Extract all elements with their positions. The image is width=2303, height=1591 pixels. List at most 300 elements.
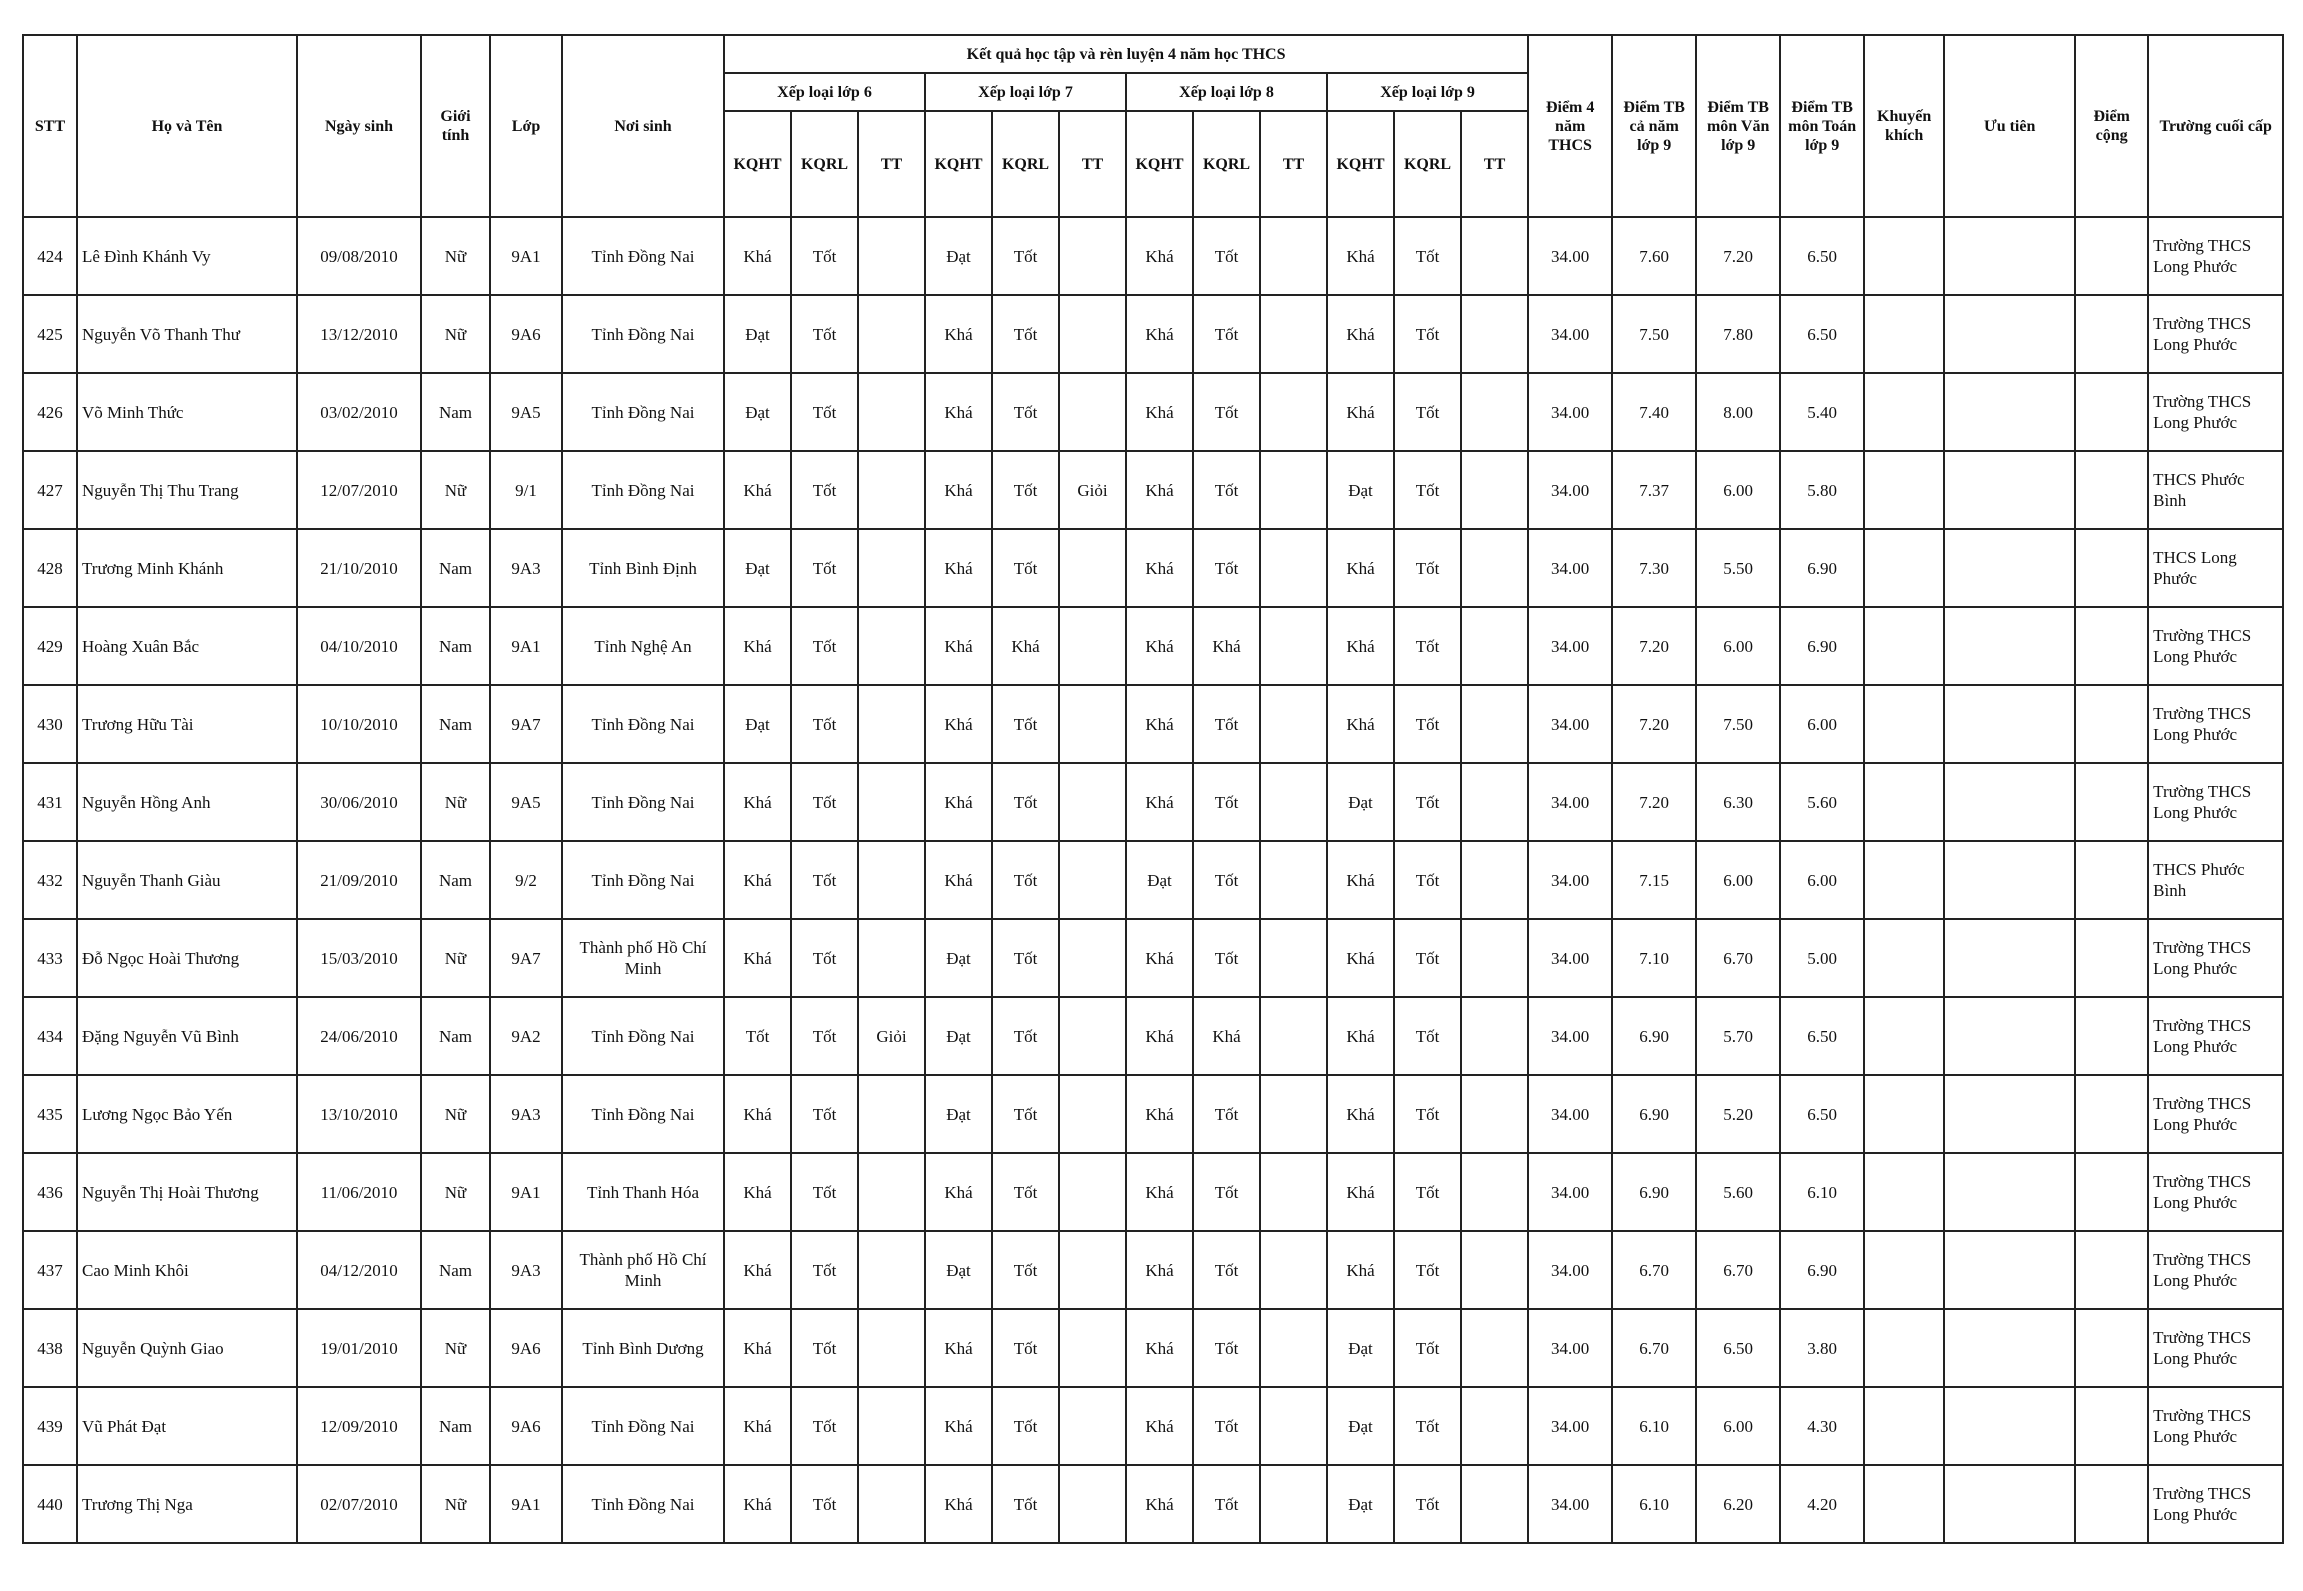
cell-g6-kqht: Khá (724, 841, 791, 919)
cell-birthplace: Tỉnh Đồng Nai (562, 373, 724, 451)
cell-birthplace: Tỉnh Bình Định (562, 529, 724, 607)
cell-g7-kqht: Đạt (925, 919, 992, 997)
cell-g6-kqht: Khá (724, 1231, 791, 1309)
cell-school: Trường THCS Long Phước (2148, 373, 2283, 451)
table-row (23, 1309, 2283, 1387)
cell-g7-tt (1059, 919, 1126, 997)
cell-g7-kqrl: Tốt (992, 919, 1059, 997)
cell-g8-kqrl: Tốt (1193, 841, 1260, 919)
cell-g6-tt (858, 607, 925, 685)
cell-priority (1944, 763, 2075, 841)
cell-score4: 34.00 (1528, 1153, 1612, 1231)
cell-g9-tt (1461, 1465, 1528, 1543)
cell-g9-kqht: Khá (1327, 529, 1394, 607)
cell-g6-kqrl: Tốt (791, 841, 858, 919)
cell-class: 9A5 (490, 763, 562, 841)
cell-encourage (1864, 1231, 1944, 1309)
cell-g9-kqht: Đạt (1327, 1309, 1394, 1387)
cell-class: 9A2 (490, 997, 562, 1075)
cell-g8-kqrl: Tốt (1193, 1231, 1260, 1309)
cell-g6-kqht: Khá (724, 1387, 791, 1465)
cell-birthplace: Tỉnh Đồng Nai (562, 763, 724, 841)
cell-name: Nguyễn Quỳnh Giao (77, 1309, 297, 1387)
cell-g6-kqrl: Tốt (791, 685, 858, 763)
cell-gender: Nam (421, 685, 490, 763)
cell-priority (1944, 685, 2075, 763)
cell-stt: 432 (23, 841, 77, 919)
col-score4: Điểm 4 năm THCS (1528, 35, 1612, 217)
cell-g9-kqht: Khá (1327, 217, 1394, 295)
cell-tb-toan: 6.00 (1780, 841, 1864, 919)
cell-g9-tt (1461, 841, 1528, 919)
cell-g9-kqrl: Tốt (1394, 529, 1461, 607)
cell-tb-toan: 6.50 (1780, 1075, 1864, 1153)
cell-dob: 09/08/2010 (297, 217, 421, 295)
cell-g8-kqht: Khá (1126, 685, 1193, 763)
cell-g8-kqht: Khá (1126, 373, 1193, 451)
cell-g9-tt (1461, 295, 1528, 373)
cell-g7-kqht: Khá (925, 373, 992, 451)
cell-encourage (1864, 1153, 1944, 1231)
cell-encourage (1864, 997, 1944, 1075)
cell-bonus (2075, 1387, 2148, 1465)
cell-g8-kqht: Khá (1126, 763, 1193, 841)
col-grade-7: Xếp loại lớp 7 (925, 73, 1126, 111)
col-kqht: KQHT (1327, 111, 1394, 217)
cell-g6-tt (858, 1075, 925, 1153)
cell-g9-kqrl: Tốt (1394, 841, 1461, 919)
cell-g7-tt (1059, 1465, 1126, 1543)
cell-encourage (1864, 529, 1944, 607)
cell-school: Trường THCS Long Phước (2148, 217, 2283, 295)
cell-score4: 34.00 (1528, 1387, 1612, 1465)
cell-name: Võ Minh Thức (77, 373, 297, 451)
cell-g9-tt (1461, 997, 1528, 1075)
cell-g6-kqrl: Tốt (791, 373, 858, 451)
cell-encourage (1864, 451, 1944, 529)
cell-g7-kqrl: Tốt (992, 1231, 1059, 1309)
cell-birthplace: Tỉnh Đồng Nai (562, 685, 724, 763)
cell-g7-tt (1059, 1231, 1126, 1309)
cell-g9-tt (1461, 1309, 1528, 1387)
cell-school: Trường THCS Long Phước (2148, 1075, 2283, 1153)
cell-g7-kqht: Khá (925, 1309, 992, 1387)
cell-g8-tt (1260, 373, 1327, 451)
cell-g7-tt (1059, 529, 1126, 607)
cell-g8-tt (1260, 217, 1327, 295)
col-tt: TT (858, 111, 925, 217)
cell-tb-year: 7.30 (1612, 529, 1696, 607)
col-grade-6: Xếp loại lớp 6 (724, 73, 925, 111)
cell-class: 9A1 (490, 607, 562, 685)
cell-priority (1944, 997, 2075, 1075)
cell-tb-toan: 5.40 (1780, 373, 1864, 451)
cell-tb-year: 6.70 (1612, 1309, 1696, 1387)
cell-stt: 426 (23, 373, 77, 451)
cell-g7-kqrl: Tốt (992, 451, 1059, 529)
cell-score4: 34.00 (1528, 607, 1612, 685)
cell-g7-tt (1059, 373, 1126, 451)
cell-g6-tt (858, 919, 925, 997)
col-school: Trường cuối cấp (2148, 35, 2283, 217)
cell-tb-van: 7.20 (1696, 217, 1780, 295)
cell-class: 9/1 (490, 451, 562, 529)
cell-g8-kqrl: Tốt (1193, 1387, 1260, 1465)
cell-school: Trường THCS Long Phước (2148, 1309, 2283, 1387)
cell-g9-kqht: Khá (1327, 997, 1394, 1075)
cell-g8-kqht: Khá (1126, 529, 1193, 607)
cell-encourage (1864, 685, 1944, 763)
cell-name: Nguyễn Võ Thanh Thư (77, 295, 297, 373)
cell-dob: 11/06/2010 (297, 1153, 421, 1231)
cell-g9-kqht: Đạt (1327, 1465, 1394, 1543)
cell-name: Nguyễn Thanh Giàu (77, 841, 297, 919)
cell-g9-kqrl: Tốt (1394, 1387, 1461, 1465)
cell-bonus (2075, 373, 2148, 451)
cell-tb-toan: 4.30 (1780, 1387, 1864, 1465)
cell-g8-kqht: Đạt (1126, 841, 1193, 919)
cell-score4: 34.00 (1528, 1465, 1612, 1543)
cell-stt: 434 (23, 997, 77, 1075)
cell-class: 9A7 (490, 685, 562, 763)
cell-priority (1944, 295, 2075, 373)
cell-tb-year: 6.70 (1612, 1231, 1696, 1309)
cell-g7-kqht: Đạt (925, 1075, 992, 1153)
cell-tb-toan: 5.60 (1780, 763, 1864, 841)
cell-gender: Nữ (421, 1465, 490, 1543)
cell-g6-kqht: Khá (724, 607, 791, 685)
cell-birthplace: Tỉnh Đồng Nai (562, 1387, 724, 1465)
cell-school: Trường THCS Long Phước (2148, 1231, 2283, 1309)
cell-gender: Nam (421, 1231, 490, 1309)
cell-g6-kqrl: Tốt (791, 1387, 858, 1465)
cell-g6-kqrl: Tốt (791, 451, 858, 529)
cell-g6-tt (858, 1465, 925, 1543)
cell-stt: 433 (23, 919, 77, 997)
cell-g8-tt (1260, 1465, 1327, 1543)
col-name: Họ và Tên (77, 35, 297, 217)
cell-gender: Nữ (421, 295, 490, 373)
cell-g9-kqrl: Tốt (1394, 1231, 1461, 1309)
col-birthplace: Nơi sinh (562, 35, 724, 217)
cell-priority (1944, 841, 2075, 919)
cell-school: Trường THCS Long Phước (2148, 997, 2283, 1075)
cell-school: Trường THCS Long Phước (2148, 919, 2283, 997)
table-row (23, 295, 2283, 373)
cell-g8-kqht: Khá (1126, 451, 1193, 529)
cell-school: Trường THCS Long Phước (2148, 295, 2283, 373)
cell-score4: 34.00 (1528, 373, 1612, 451)
cell-stt: 439 (23, 1387, 77, 1465)
cell-tb-year: 7.37 (1612, 451, 1696, 529)
cell-g6-kqht: Khá (724, 217, 791, 295)
cell-name: Lê Đình Khánh Vy (77, 217, 297, 295)
cell-g7-kqht: Khá (925, 607, 992, 685)
cell-name: Trương Hữu Tài (77, 685, 297, 763)
cell-bonus (2075, 685, 2148, 763)
cell-stt: 425 (23, 295, 77, 373)
cell-g9-kqrl: Tốt (1394, 685, 1461, 763)
cell-g9-tt (1461, 1231, 1528, 1309)
cell-g6-tt (858, 373, 925, 451)
cell-school: Trường THCS Long Phước (2148, 1153, 2283, 1231)
cell-tb-van: 7.80 (1696, 295, 1780, 373)
col-encourage: Khuyến khích (1864, 35, 1944, 217)
cell-g8-tt (1260, 1387, 1327, 1465)
cell-birthplace: Tỉnh Đồng Nai (562, 841, 724, 919)
cell-dob: 12/09/2010 (297, 1387, 421, 1465)
cell-g9-kqht: Đạt (1327, 763, 1394, 841)
cell-tb-year: 7.20 (1612, 685, 1696, 763)
cell-dob: 15/03/2010 (297, 919, 421, 997)
cell-gender: Nữ (421, 1075, 490, 1153)
cell-g9-tt (1461, 607, 1528, 685)
cell-dob: 03/02/2010 (297, 373, 421, 451)
cell-school: THCS Long Phước (2148, 529, 2283, 607)
cell-g8-tt (1260, 841, 1327, 919)
cell-g9-kqrl: Tốt (1394, 373, 1461, 451)
cell-g7-kqrl: Tốt (992, 763, 1059, 841)
cell-bonus (2075, 529, 2148, 607)
cell-g7-tt (1059, 841, 1126, 919)
cell-g9-kqrl: Tốt (1394, 763, 1461, 841)
cell-class: 9A3 (490, 529, 562, 607)
cell-g9-kqrl: Tốt (1394, 607, 1461, 685)
cell-tb-year: 7.10 (1612, 919, 1696, 997)
table-row (23, 373, 2283, 451)
cell-bonus (2075, 763, 2148, 841)
cell-g8-tt (1260, 295, 1327, 373)
cell-bonus (2075, 997, 2148, 1075)
cell-g8-kqht: Khá (1126, 919, 1193, 997)
cell-g7-kqht: Đạt (925, 217, 992, 295)
cell-gender: Nam (421, 997, 490, 1075)
cell-g7-kqht: Khá (925, 529, 992, 607)
cell-dob: 24/06/2010 (297, 997, 421, 1075)
cell-g6-kqrl: Tốt (791, 217, 858, 295)
cell-g8-kqrl: Tốt (1193, 295, 1260, 373)
cell-g9-kqht: Khá (1327, 295, 1394, 373)
cell-g6-kqht: Đạt (724, 529, 791, 607)
cell-g7-kqrl: Tốt (992, 1465, 1059, 1543)
cell-bonus (2075, 217, 2148, 295)
cell-encourage (1864, 373, 1944, 451)
cell-g7-kqht: Khá (925, 685, 992, 763)
cell-g9-kqht: Khá (1327, 919, 1394, 997)
cell-g9-kqrl: Tốt (1394, 1309, 1461, 1387)
cell-g8-tt (1260, 763, 1327, 841)
col-gender: Giới tính (421, 35, 490, 217)
cell-dob: 04/10/2010 (297, 607, 421, 685)
cell-g7-kqht: Khá (925, 451, 992, 529)
cell-score4: 34.00 (1528, 919, 1612, 997)
cell-tb-van: 5.70 (1696, 997, 1780, 1075)
cell-class: 9A1 (490, 1465, 562, 1543)
cell-priority (1944, 373, 2075, 451)
cell-g7-kqrl: Tốt (992, 841, 1059, 919)
cell-g7-kqrl: Tốt (992, 529, 1059, 607)
table-row (23, 1153, 2283, 1231)
cell-name: Vũ Phát Đạt (77, 1387, 297, 1465)
cell-g9-tt (1461, 217, 1528, 295)
cell-g9-kqht: Khá (1327, 1075, 1394, 1153)
cell-school: Trường THCS Long Phước (2148, 763, 2283, 841)
cell-g6-kqht: Khá (724, 763, 791, 841)
cell-birthplace: Thành phố Hồ Chí Minh (562, 919, 724, 997)
cell-dob: 04/12/2010 (297, 1231, 421, 1309)
cell-birthplace: Tỉnh Bình Dương (562, 1309, 724, 1387)
cell-tb-year: 7.50 (1612, 295, 1696, 373)
student-results-table (22, 34, 2284, 1544)
cell-school: Trường THCS Long Phước (2148, 1387, 2283, 1465)
cell-name: Đặng Nguyễn Vũ Bình (77, 997, 297, 1075)
col-tt: TT (1260, 111, 1327, 217)
cell-g6-kqrl: Tốt (791, 295, 858, 373)
cell-tb-year: 6.10 (1612, 1465, 1696, 1543)
cell-g8-tt (1260, 1075, 1327, 1153)
cell-tb-van: 6.00 (1696, 841, 1780, 919)
cell-g8-kqrl: Tốt (1193, 217, 1260, 295)
col-priority: Ưu tiên (1944, 35, 2075, 217)
cell-g6-kqrl: Tốt (791, 607, 858, 685)
cell-g9-tt (1461, 1075, 1528, 1153)
cell-score4: 34.00 (1528, 997, 1612, 1075)
cell-g8-kqrl: Tốt (1193, 1153, 1260, 1231)
cell-g6-kqrl: Tốt (791, 529, 858, 607)
cell-g8-kqrl: Tốt (1193, 529, 1260, 607)
table-row (23, 529, 2283, 607)
cell-g9-kqrl: Tốt (1394, 1465, 1461, 1543)
cell-tb-toan: 6.50 (1780, 295, 1864, 373)
cell-class: 9A6 (490, 295, 562, 373)
cell-score4: 34.00 (1528, 1309, 1612, 1387)
cell-g8-kqrl: Tốt (1193, 1465, 1260, 1543)
cell-bonus (2075, 1075, 2148, 1153)
cell-g9-kqht: Đạt (1327, 451, 1394, 529)
col-kqht: KQHT (1126, 111, 1193, 217)
cell-tb-van: 5.20 (1696, 1075, 1780, 1153)
cell-tb-toan: 3.80 (1780, 1309, 1864, 1387)
cell-stt: 428 (23, 529, 77, 607)
cell-g8-kqht: Khá (1126, 607, 1193, 685)
cell-g9-kqht: Khá (1327, 841, 1394, 919)
cell-g6-kqrl: Tốt (791, 1153, 858, 1231)
cell-score4: 34.00 (1528, 295, 1612, 373)
cell-dob: 13/10/2010 (297, 1075, 421, 1153)
cell-g8-kqrl: Tốt (1193, 451, 1260, 529)
cell-priority (1944, 1153, 2075, 1231)
cell-g6-kqht: Khá (724, 1465, 791, 1543)
cell-g7-kqrl: Tốt (992, 217, 1059, 295)
cell-gender: Nam (421, 607, 490, 685)
cell-tb-year: 6.90 (1612, 997, 1696, 1075)
cell-g7-tt (1059, 217, 1126, 295)
cell-g6-kqrl: Tốt (791, 997, 858, 1075)
cell-g8-tt (1260, 997, 1327, 1075)
cell-g7-tt (1059, 607, 1126, 685)
cell-gender: Nam (421, 529, 490, 607)
cell-g7-tt (1059, 1309, 1126, 1387)
cell-encourage (1864, 607, 1944, 685)
cell-gender: Nữ (421, 217, 490, 295)
col-kqrl: KQRL (1394, 111, 1461, 217)
cell-g6-kqht: Khá (724, 919, 791, 997)
cell-birthplace: Tỉnh Đồng Nai (562, 1075, 724, 1153)
cell-g6-kqrl: Tốt (791, 1465, 858, 1543)
cell-stt: 427 (23, 451, 77, 529)
cell-encourage (1864, 217, 1944, 295)
cell-g7-tt (1059, 1153, 1126, 1231)
col-kqrl: KQRL (992, 111, 1059, 217)
cell-encourage (1864, 1387, 1944, 1465)
cell-g9-kqht: Khá (1327, 685, 1394, 763)
cell-g7-kqrl: Tốt (992, 1075, 1059, 1153)
cell-tb-van: 6.00 (1696, 607, 1780, 685)
cell-tb-van: 6.20 (1696, 1465, 1780, 1543)
cell-g6-kqht: Khá (724, 451, 791, 529)
cell-birthplace: Tỉnh Đồng Nai (562, 1465, 724, 1543)
cell-g7-kqrl: Tốt (992, 685, 1059, 763)
col-tt: TT (1059, 111, 1126, 217)
cell-score4: 34.00 (1528, 529, 1612, 607)
cell-g7-kqht: Khá (925, 1465, 992, 1543)
cell-gender: Nữ (421, 1153, 490, 1231)
col-grade-9: Xếp loại lớp 9 (1327, 73, 1528, 111)
cell-name: Cao Minh Khôi (77, 1231, 297, 1309)
cell-g6-tt: Giỏi (858, 997, 925, 1075)
cell-tb-van: 5.50 (1696, 529, 1780, 607)
cell-tb-year: 7.60 (1612, 217, 1696, 295)
cell-g8-kqht: Khá (1126, 295, 1193, 373)
cell-g7-kqht: Khá (925, 295, 992, 373)
cell-g7-kqrl: Tốt (992, 997, 1059, 1075)
cell-priority (1944, 919, 2075, 997)
cell-priority (1944, 607, 2075, 685)
table-row (23, 841, 2283, 919)
table-row (23, 1075, 2283, 1153)
cell-g7-tt (1059, 295, 1126, 373)
cell-g7-tt (1059, 1387, 1126, 1465)
cell-bonus (2075, 919, 2148, 997)
cell-g8-kqht: Khá (1126, 1465, 1193, 1543)
table-row (23, 607, 2283, 685)
cell-g9-tt (1461, 529, 1528, 607)
cell-name: Lương Ngọc Bảo Yến (77, 1075, 297, 1153)
cell-g6-tt (858, 685, 925, 763)
cell-gender: Nữ (421, 1309, 490, 1387)
col-bonus: Điểm cộng (2075, 35, 2148, 217)
cell-g8-kqht: Khá (1126, 1075, 1193, 1153)
cell-g7-kqrl: Tốt (992, 1309, 1059, 1387)
cell-dob: 21/09/2010 (297, 841, 421, 919)
cell-school: Trường THCS Long Phước (2148, 685, 2283, 763)
cell-g6-kqrl: Tốt (791, 1075, 858, 1153)
cell-g6-kqrl: Tốt (791, 1309, 858, 1387)
cell-tb-van: 6.30 (1696, 763, 1780, 841)
cell-bonus (2075, 1309, 2148, 1387)
cell-score4: 34.00 (1528, 685, 1612, 763)
cell-gender: Nữ (421, 451, 490, 529)
cell-gender: Nữ (421, 919, 490, 997)
cell-score4: 34.00 (1528, 217, 1612, 295)
table-row (23, 997, 2283, 1075)
cell-g7-kqrl: Tốt (992, 1153, 1059, 1231)
cell-class: 9A5 (490, 373, 562, 451)
cell-g8-kqrl: Tốt (1193, 1309, 1260, 1387)
cell-tb-van: 6.70 (1696, 1231, 1780, 1309)
col-dob: Ngày sinh (297, 35, 421, 217)
cell-g8-tt (1260, 607, 1327, 685)
